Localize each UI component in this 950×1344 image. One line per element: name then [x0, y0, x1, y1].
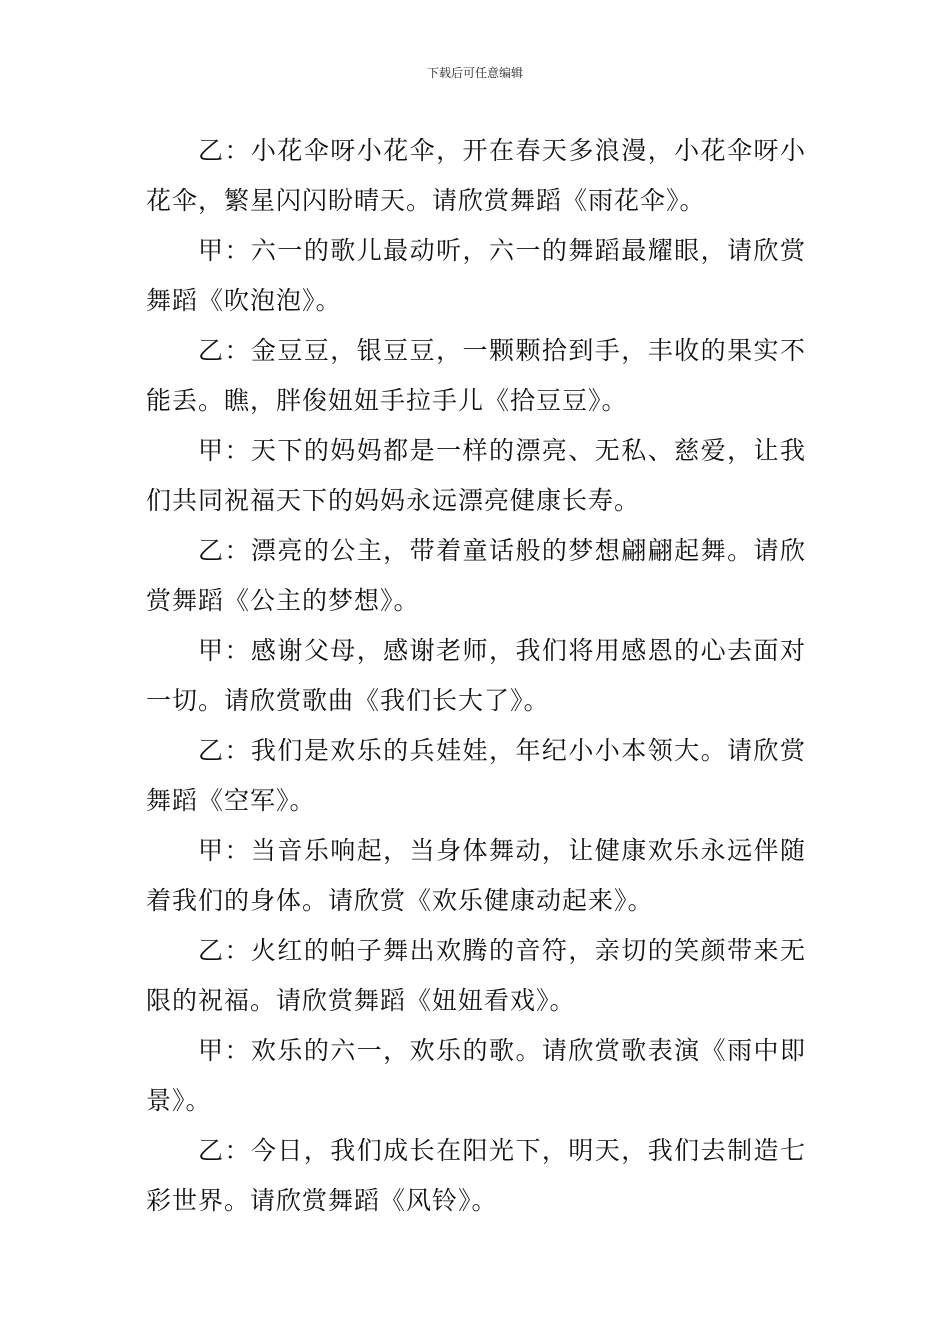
- document-body: [146, 126, 806, 1226]
- paragraph: 甲：感谢父母，感谢老师，我们将用感恩的心去面对一切。请欣赏歌曲《我们长大了》。: [146, 636, 806, 715]
- page-header: 下载后可任意编辑: [426, 66, 523, 80]
- paragraph: 乙：我们是欢乐的兵娃娃，年纪小小本领大。请欣赏舞蹈《空军》。: [146, 736, 806, 815]
- paragraph: 乙：漂亮的公主，带着童话般的梦想翩翩起舞。请欣赏舞蹈《公主的梦想》。: [146, 536, 806, 615]
- paragraph: 乙：金豆豆，银豆豆，一颗颗拾到手，丰收的果实不能丢。瞧，胖俊妞妞手拉手儿《拾豆豆》。: [146, 336, 806, 415]
- paragraph: 甲：当音乐响起，当身体舞动，让健康欢乐永远伴随着我们的身体。请欣赏《欢乐健康动起来》。: [146, 836, 806, 915]
- paragraph: 乙：今日，我们成长在阳光下，明天，我们去制造七彩世界。请欣赏舞蹈《风铃》。: [146, 1136, 806, 1215]
- paragraph: 甲：六一的歌儿最动听，六一的舞蹈最耀眼，请欣赏舞蹈《吹泡泡》。: [146, 236, 806, 315]
- paragraph: 乙：火红的帕子舞出欢腾的音符，亲切的笑颜带来无限的祝福。请欣赏舞蹈《妞妞看戏》。: [146, 936, 806, 1015]
- paragraph: 甲：天下的妈妈都是一样的漂亮、无私、慈爱，让我们共同祝福天下的妈妈永远漂亮健康长寿。: [146, 436, 806, 515]
- paragraph: 乙：小花伞呀小花伞，开在春天多浪漫，小花伞呀小花伞，繁星闪闪盼晴天。请欣赏舞蹈《雨花伞》。: [146, 136, 806, 215]
- paragraph: 甲：欢乐的六一，欢乐的歌。请欣赏歌表演《雨中即景》。: [146, 1036, 806, 1115]
